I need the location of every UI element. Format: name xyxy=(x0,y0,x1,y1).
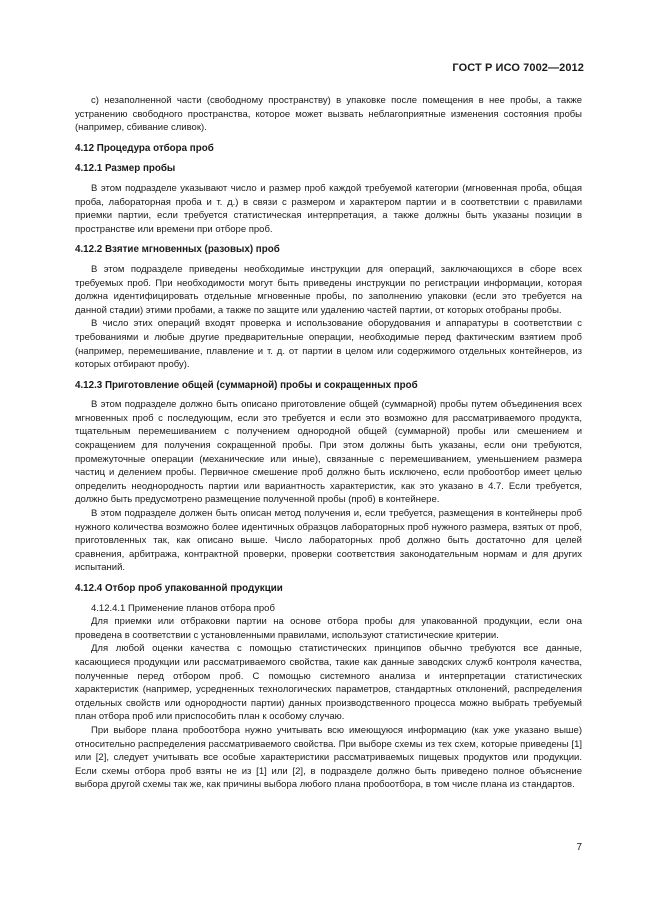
paragraph: В число этих операций входят проверка и использование оборудования и аппаратуры в соответствии с требованиями и любые другие предварительные операции, необходимые перед фактическим взятием проб (например, перемешивание, плавление и т. д. от партии в целом или содержимого отдельных контейнеров, из которых отбирают пробу). xyxy=(75,318,582,371)
section-heading-4-12-2: 4.12.2 Взятие мгновенных (разовых) проб xyxy=(75,244,280,256)
paragraph: В этом подразделе указывают число и размер проб каждой требуемой категории (мгновенная проба, общая проба, лабораторная проба и т. д.) в связи с размером и характером партии и в соответствии с правилами приемки партии, если требуется статистическая интерпретация, а также должны быть указаны позиции в пространстве или времени при отборе проб. xyxy=(75,182,582,235)
section-heading-4-12-1: 4.12.1 Размер пробы xyxy=(75,163,176,175)
paragraph: В этом подразделе должно быть описано приготовление общей (суммарной) пробы путем объединения всех мгновенных проб с последующим, если это требуется и если это возможно для рассматриваемого продукта, тщательным перемешиванием с получением однородной общей (суммарной) пробы или смешением и сокращением для получения сокращенной пробы. При этом должны быть указаны, если они требуются, промежуточные операции (механические или иные), связанные с перемешиванием, уменьшением размера частиц и делением пробы. Первичное смешение проб должно быть исключено, если пробоотбор имеет целью определить неоднородность партии или вариантность характеристик, как это указано в 4.7. Если требуется, должно быть предусмотрено размещение полученной пробы (проб) в контейнере. xyxy=(75,399,582,506)
standard-header: ГОСТ Р ИСО 7002—2012 xyxy=(452,62,584,74)
paragraph: В этом подразделе приведены необходимые инструкции для операций, заключающихся в сборе всех требуемых проб. При необходимости могут быть приведены инструкции по регистрации информации, которая должна идентифицировать отдельные мгновенные пробы, по заполнению упаковки (если это требуется на данной стадии) этими пробами, а также по защите или удалению частей партии, от которых отобраны пробы. xyxy=(75,263,582,316)
section-heading-4-12: 4.12 Процедура отбора проб xyxy=(75,142,214,154)
paragraph: Для приемки или отбраковки партии на основе отбора пробы для упакованной продукции, если она проведена в соответствии с установленными правилами, используют статистические критерии. xyxy=(75,616,582,641)
section-heading-4-12-4: 4.12.4 Отбор проб упакованной продукции xyxy=(75,583,283,594)
paragraph: Для любой оценки качества с помощью статистических принципов обычно требуются все данные, касающиеся продукции или рассматриваемого свойства, такие как данные заводских служб контроля качества, полученные перед отбором проб. С помощью системного анализа и интерпретации статистических характеристик (например, усредненных технологических параметров, стандартных отклонений, распределения отдельных свойств или однородности партии) данных производственного процесса можно выбрать требуемый план отбора проб или приспособить план к особому случаю. xyxy=(75,643,582,723)
subsection-title-4-12-4-1: 4.12.4.1 Применение планов отбора проб xyxy=(91,602,275,614)
paragraph: При выборе плана пробоотбора нужно учитывать всю имеющуюся информацию (как уже указано выше) относительно распределения рассматриваемого свойства. При выборе схемы из тех схем, которые приведены [1] или [2], следует учитывать все особые характеристики рассматриваемых пищевых продуктов или продукции. Если схемы отбора проб взяты не из [1] или [2], в подразделе должно быть приведено полное объяснение выбора другой схемы так же, как причины выбора любого плана пробоотбора, в том числе плана из стандартов. xyxy=(75,724,582,791)
page-number: 7 xyxy=(576,842,582,853)
paragraph: В этом подразделе должен быть описан метод получения и, если требуется, размещения в контейнеры проб нужного количества возможно более идентичных образцов лабораторных проб нужного размера, взятых от проб, приготовленных так, как описано выше. Число лабораторных проб должно быть достаточно для целей сравнения, арбитража, контрактной проверки, проверки соответствия законодательным нормам и для других испытаний. xyxy=(75,508,582,574)
paragraph: c) незаполненной части (свободному пространству) в упаковке после помещения в нее пробы, а также устранению свободного пространства, которое может вызвать неблагоприятные изменения состояния пробы (например, сбивание сливок). xyxy=(75,95,582,134)
document-body xyxy=(75,94,582,792)
section-heading-4-12-3: 4.12.3 Приготовление общей (суммарной) пробы и сокращенных проб xyxy=(75,379,418,391)
